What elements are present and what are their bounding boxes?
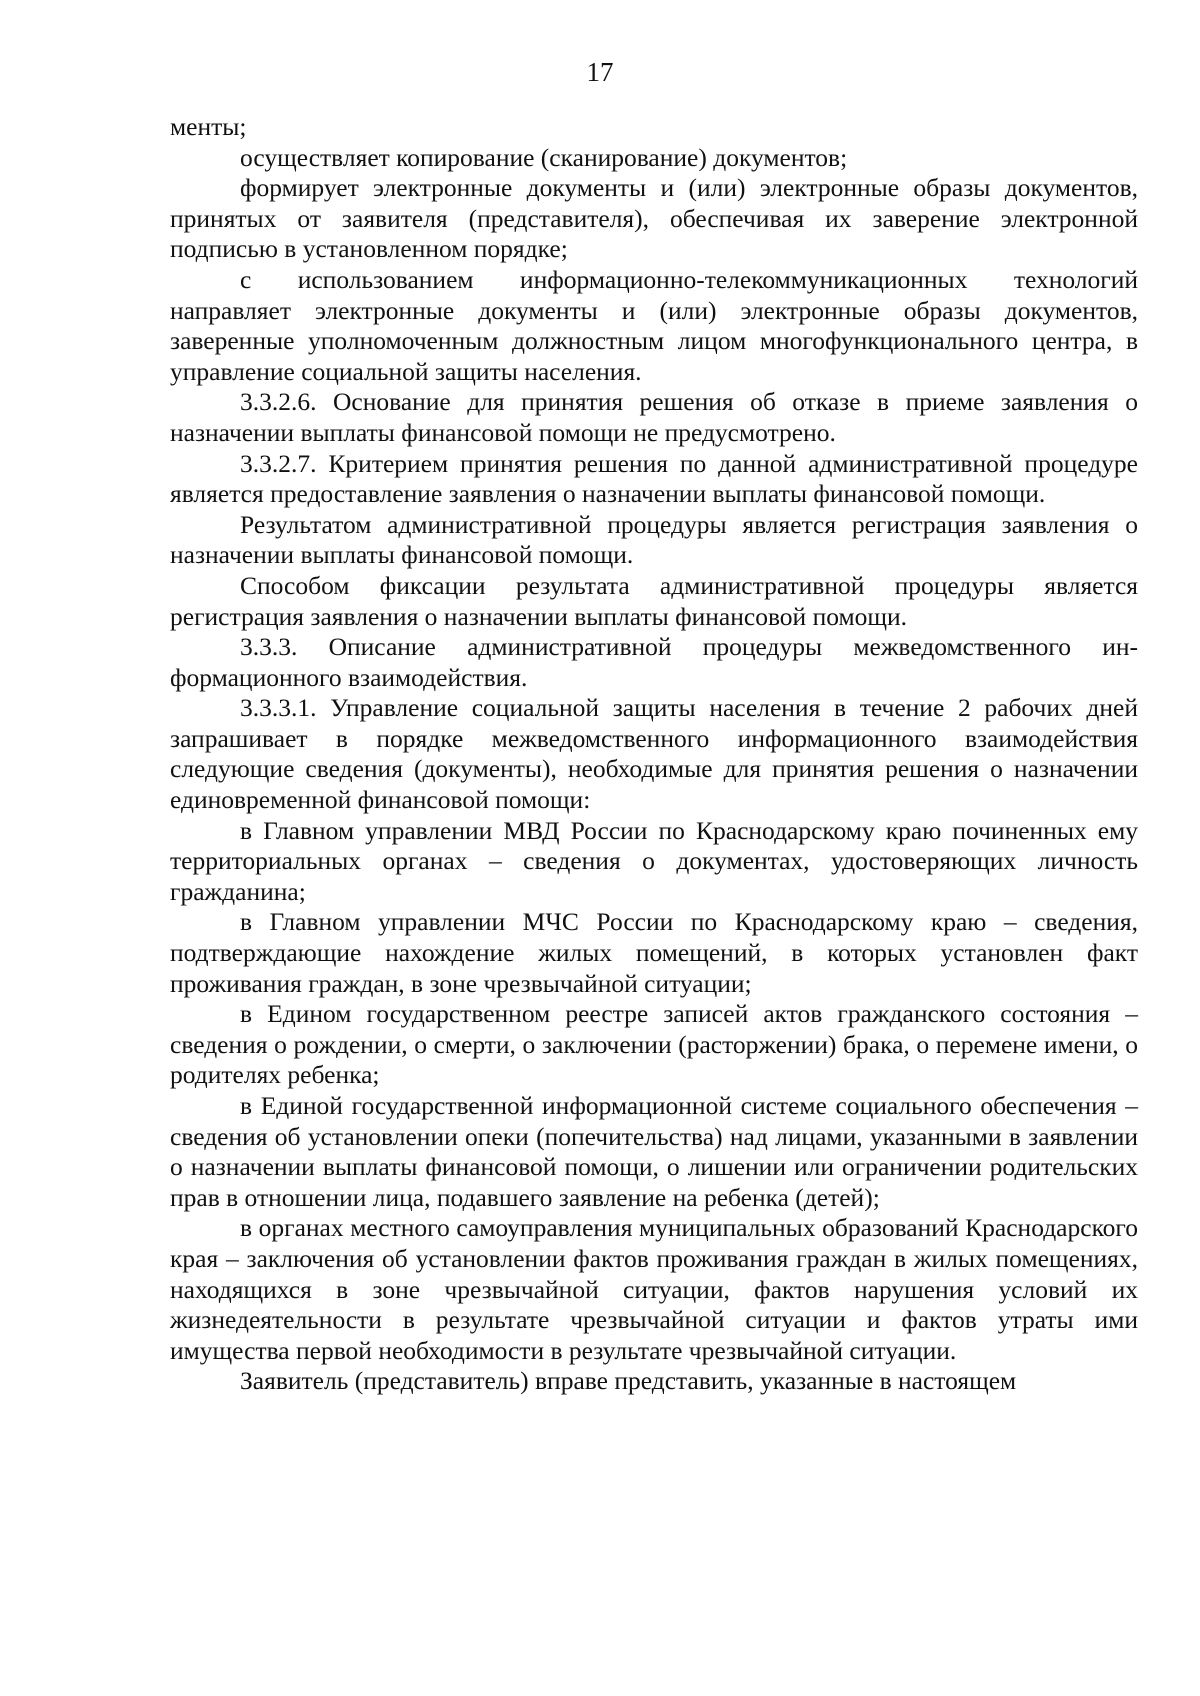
page-number: 17 <box>586 57 614 87</box>
paragraph: 3.3.3.1. Управление социальной защиты населения в течение 2 рабочих дней запрашивает в порядке межведомственного информационного взаимодействия следующие сведения (документы), необходимые для принятия решения о назначении единовременной финансовой помощи: <box>170 693 1138 815</box>
paragraph: менты; <box>170 112 247 141</box>
paragraph: с использованием информационно-телекоммуникационных технологий направляет электронные документы и (или) электронные образы документов, заверенные уполномоченным должностным лицом многофункционального центра, в управление социальной защиты населения. <box>170 264 1138 386</box>
paragraph: в Единой государственной информационной системе социального обеспечения – сведения об установлении опеки (попечительства) над лицами, указанными в заявлении о назначении выплаты финансовой помощи, о лишении или ограничении родительских прав в отношении лица, подавшего заявление на ребенка (детей); <box>170 1091 1138 1212</box>
paragraph: Способом фиксации результата административной процедуры является регистрация заявления о назначении выплаты финансовой помощи. <box>170 570 1138 631</box>
paragraph: в Едином государственном реестре записей актов гражданского состояния – сведения о рождении, о смерти, о заключении (расторжении) брака, о перемене имени, о родителях ребенка; <box>170 999 1138 1090</box>
paragraph: в Главном управлении МВД России по Краснодарскому краю починенных ему территориальных органах – сведения о документах, удостоверяющих личность гражданина; <box>170 815 1138 906</box>
document-body <box>170 112 1138 1397</box>
paragraph: 3.3.3. Описание административной процедуры межведомственного информационного взаимодействия. <box>170 632 1138 692</box>
paragraph: осуществляет копирование (сканирование) документов; <box>240 142 848 172</box>
paragraph: Результатом административной процедуры является регистрация заявления о назначении выплаты финансовой помощи. <box>170 509 1138 570</box>
paragraph: Заявитель (представитель) вправе представить, указанные в настоящем <box>240 1366 1017 1396</box>
paragraph: 3.3.2.6. Основание для принятия решения об отказе в приеме заявления о назначении выплаты финансовой помощи не предусмотрено. <box>170 387 1138 447</box>
paragraph: в Главном управлении МЧС России по Краснодарскому краю – сведения, подтверждающие нахождение жилых помещений, в которых установлен факт проживания граждан, в зоне чрезвычайной ситуации; <box>170 907 1138 998</box>
paragraph: в органах местного самоуправления муниципальных образований Краснодарского края – заключения об установлении фактов проживания граждан в жилых помещениях, находящихся в зоне чрезвычайной ситуации, фактов нарушения условий их жизнедеятельности в результате чрезвычайной ситуации и фактов утраты ими имущества первой необходимости в результате чрезвычайной ситуации. <box>170 1213 1138 1365</box>
paragraph: 3.3.2.7. Критерием принятия решения по данной административной процедуре является предоставление заявления о назначении выплаты финансовой помощи. <box>170 448 1138 509</box>
paragraph: формирует электронные документы и (или) электронные образы документов, принятых от заявителя (представителя), обеспечивая их заверение электронной подписью в установленном порядке; <box>170 173 1138 264</box>
